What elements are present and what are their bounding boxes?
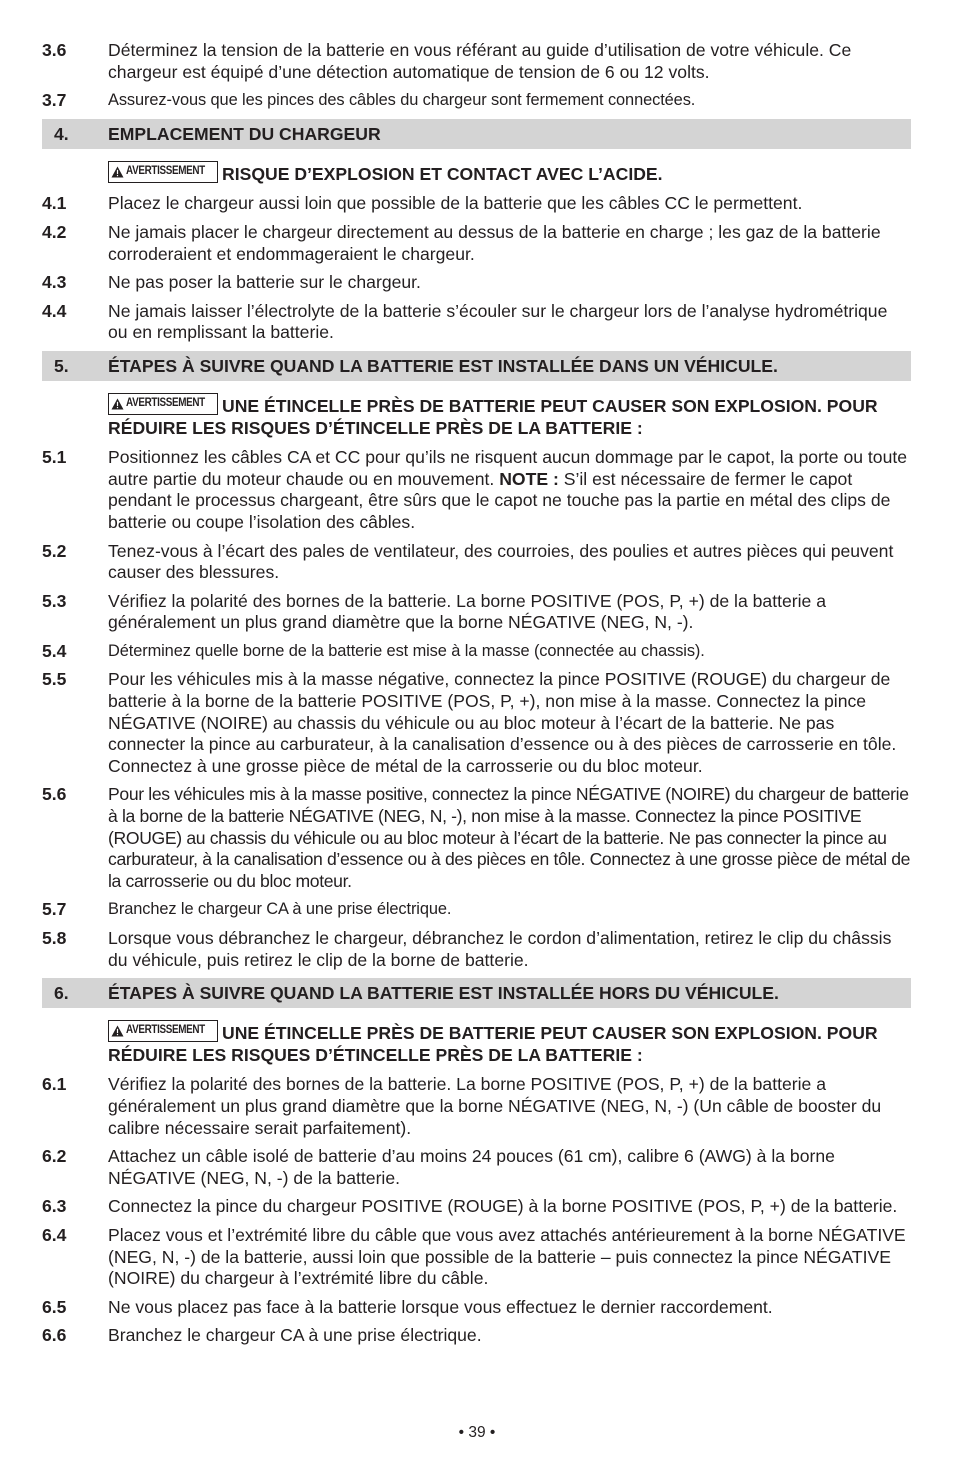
- section-number: 6.: [54, 983, 69, 1004]
- item-number: 5.3: [42, 590, 67, 611]
- section-title: ÉTAPES À SUIVRE QUAND LA BATTERIE EST INSTALLÉE HORS DU VÉHICULE.: [108, 983, 779, 1004]
- list-item: [42, 1325, 911, 1347]
- warning-text: UNE ÉTINCELLE PRÈS DE BATTERIE PEUT CAUSER SON EXPLOSION. POUR RÉDUIRE LES RISQUES D’ÉTINCELLE PRÈS DE LA BATTERIE :: [108, 1023, 878, 1065]
- list-item: [42, 1146, 911, 1189]
- item-number: 6.2: [42, 1146, 67, 1167]
- list-item: [42, 541, 911, 584]
- list-item: [42, 90, 911, 112]
- item-text: Placez le chargeur aussi loin que possible de la batterie que les câbles CC le permettent.: [108, 193, 803, 214]
- section-number: 4.: [54, 123, 69, 144]
- warning-block: [108, 161, 911, 186]
- item-text: Pour les véhicules mis à la masse négative, connectez la pince POSITIVE (ROUGE) du chargeur de batterie à la borne de la batterie POSITIVE (POS, P, +), non mise à la masse. Connectez la pince NÉGATIVE (NOIRE) au chassis du véhicule ou au bloc moteur à l’écart de la batterie. Ne pas connecter la pince au carburateur, à la canalisation d’essence ou à des pièces de carrosserie en tôle. Connectez à une grosse pièce de métal de la carrosserie ou du bloc moteur.: [108, 669, 897, 776]
- list-item: [42, 591, 911, 634]
- item-text: Assurez-vous que les pinces des câbles du chargeur sont fermement connectées.: [108, 91, 696, 110]
- warning-triangle-icon: [111, 1025, 124, 1037]
- item-text: Tenez-vous à l’écart des pales de ventilateur, des courroies, des poulies et autres pièces qui peuvent causer des blessures.: [108, 540, 894, 583]
- item-number: 5.8: [42, 928, 67, 948]
- warning-badge: [108, 393, 218, 415]
- item-text: Déterminez la tension de la batterie en vous référant au guide d’utilisation de votre véhicule. Ce chargeur est équipé d’une détection automatique de tension de 6 ou 12 volts.: [108, 40, 852, 82]
- list-item: [42, 784, 911, 892]
- manual-page: [42, 40, 911, 1354]
- list-item: [42, 1074, 911, 1139]
- item-text: Attachez un câble isolé de batterie d’au moins 24 pouces (61 cm), calibre 6 (AWG) à la borne NÉGATIVE (NEG, N, -) de la batterie.: [108, 1146, 835, 1188]
- item-text: Ne vous placez pas face à la batterie lorsque vous effectuez le dernier raccordement.: [108, 1296, 773, 1317]
- list-item: [42, 301, 911, 344]
- warning-badge-label: AVERTISSEMENT: [126, 397, 205, 410]
- page-number: • 39 •: [458, 1424, 496, 1441]
- item-text-part: S’il est nécessaire de fermer le capot pendant le processus chargeant, être sûrs que le capot ne touche pas la partie en métal des clips de batterie ou coupe l’isolation des câbles.: [108, 468, 891, 532]
- item-number: 4.2: [42, 221, 67, 242]
- item-text: Déterminez quelle borne de la batterie est mise à la masse (connectée au chassis).: [108, 641, 705, 660]
- section-header: [42, 119, 911, 149]
- note-label: NOTE :: [499, 468, 559, 489]
- item-text: Ne pas poser la batterie sur le chargeur.: [108, 272, 421, 293]
- warning-triangle-icon: [111, 398, 124, 410]
- item-number: 5.4: [42, 640, 67, 661]
- list-item: [42, 193, 911, 215]
- section-title: EMPLACEMENT DU CHARGEUR: [108, 123, 381, 144]
- item-number: 6.1: [42, 1074, 67, 1095]
- section-header: [42, 351, 911, 381]
- item-number: 5.2: [42, 540, 67, 561]
- list-item: [42, 928, 911, 971]
- list-item: [42, 447, 911, 533]
- warning-badge: [108, 1020, 218, 1042]
- warning-text: UNE ÉTINCELLE PRÈS DE BATTERIE PEUT CAUSER SON EXPLOSION. POUR RÉDUIRE LES RISQUES D’ÉTINCELLE PRÈS DE LA BATTERIE :: [108, 395, 878, 438]
- section-title: ÉTAPES À SUIVRE QUAND LA BATTERIE EST INSTALLÉE DANS UN VÉHICULE.: [108, 355, 778, 376]
- item-text: [108, 447, 911, 533]
- item-number: 4.1: [42, 193, 67, 214]
- item-text: Lorsque vous débranchez le chargeur, débranchez le cordon d’alimentation, retirez le clip du châssis du véhicule, puis retirez le clip de la borne de batterie.: [108, 928, 892, 970]
- warning-badge: [108, 161, 218, 183]
- item-text: Vérifiez la polarité des bornes de la batterie. La borne POSITIVE (POS, P, +) de la batterie a généralement un plus grand diamètre que la borne NÉGATIVE (NEG, N, -) (Un câble de booster du calibre nécessaire serait parfaitement).: [108, 1074, 882, 1138]
- item-text-part: Positionnez les câbles CA et CC pour qu’ils ne risquent aucun dommage par le capot, la porte ou toute autre partie du moteur chaude ou en mouvement.: [108, 447, 908, 489]
- item-number: 6.6: [42, 1325, 67, 1346]
- item-text: Ne jamais placer le chargeur directement au dessus de la batterie en charge ; les gaz de la batterie corroderaient et endommageraient le chargeur.: [108, 221, 881, 264]
- list-item: [42, 641, 911, 663]
- item-text: Placez vous et l’extrémité libre du câble que vous avez attachés antérieurement à la borne NÉGATIVE (NEG, N, -) de la batterie, aussi loin que possible de la batterie – puis connectez la pince NÉGATIVE (NOIRE) du chargeur à l’extrémité libre du câble.: [108, 1224, 906, 1289]
- section-number: 5.: [54, 355, 69, 376]
- item-number: 4.4: [42, 300, 67, 321]
- item-text: Pour les véhicules mis à la masse positive, connectez la pince NÉGATIVE (NOIRE) du chargeur de batterie à la borne de la batterie NÉGATIVE (NEG, N, -), non mise à la masse. Connectez la pince POSITIVE (ROUGE) au chassis du véhicule ou au bloc moteur à l’écart de la batterie. Ne pas connecter la pince au carburateur, à la canalisation d’essence ou à des pièces en tôle. Connectez à une grosse pièce de métal de la carrosserie ou du bloc moteur.: [108, 784, 911, 891]
- item-number: 3.7: [42, 90, 67, 111]
- section-header: [42, 978, 911, 1008]
- warning-block: [108, 1020, 911, 1066]
- item-number: 4.3: [42, 272, 67, 293]
- list-item: [42, 40, 911, 83]
- warning-block: [108, 393, 911, 439]
- item-text: Branchez le chargeur CA à une prise électrique.: [108, 900, 452, 919]
- item-number: 6.4: [42, 1224, 67, 1245]
- item-text: Connectez la pince du chargeur POSITIVE (ROUGE) à la borne POSITIVE (POS, P, +) de la batterie.: [108, 1196, 898, 1217]
- list-item: [42, 1196, 911, 1218]
- item-number: 5.7: [42, 899, 67, 920]
- item-text: Ne jamais laisser l’électrolyte de la batterie s’écouler sur le chargeur lors de l’analyse hydrométrique ou en remplissant la batterie.: [108, 300, 888, 343]
- item-number: 5.6: [42, 784, 67, 805]
- list-item: [42, 272, 911, 294]
- item-number: 6.5: [42, 1296, 67, 1317]
- item-text: Branchez le chargeur CA à une prise électrique.: [108, 1325, 482, 1346]
- warning-badge-label: AVERTISSEMENT: [126, 164, 205, 177]
- list-item: [42, 1225, 911, 1290]
- list-item: [42, 1297, 911, 1319]
- item-text: Vérifiez la polarité des bornes de la batterie. La borne POSITIVE (POS, P, +) de la batterie a généralement un plus grand diamètre que la borne NÉGATIVE (NEG, N, -).: [108, 590, 826, 633]
- list-item: [42, 669, 911, 777]
- warning-text: RISQUE D’EXPLOSION ET CONTACT AVEC L’ACIDE.: [222, 163, 663, 184]
- list-item: [42, 222, 911, 265]
- list-item: [42, 899, 911, 921]
- item-number: 5.5: [42, 669, 67, 690]
- warning-triangle-icon: [111, 166, 124, 178]
- warning-badge-label: AVERTISSEMENT: [126, 1024, 205, 1037]
- item-number: 3.6: [42, 40, 67, 60]
- item-number: 5.1: [42, 447, 67, 468]
- item-number: 6.3: [42, 1196, 67, 1217]
